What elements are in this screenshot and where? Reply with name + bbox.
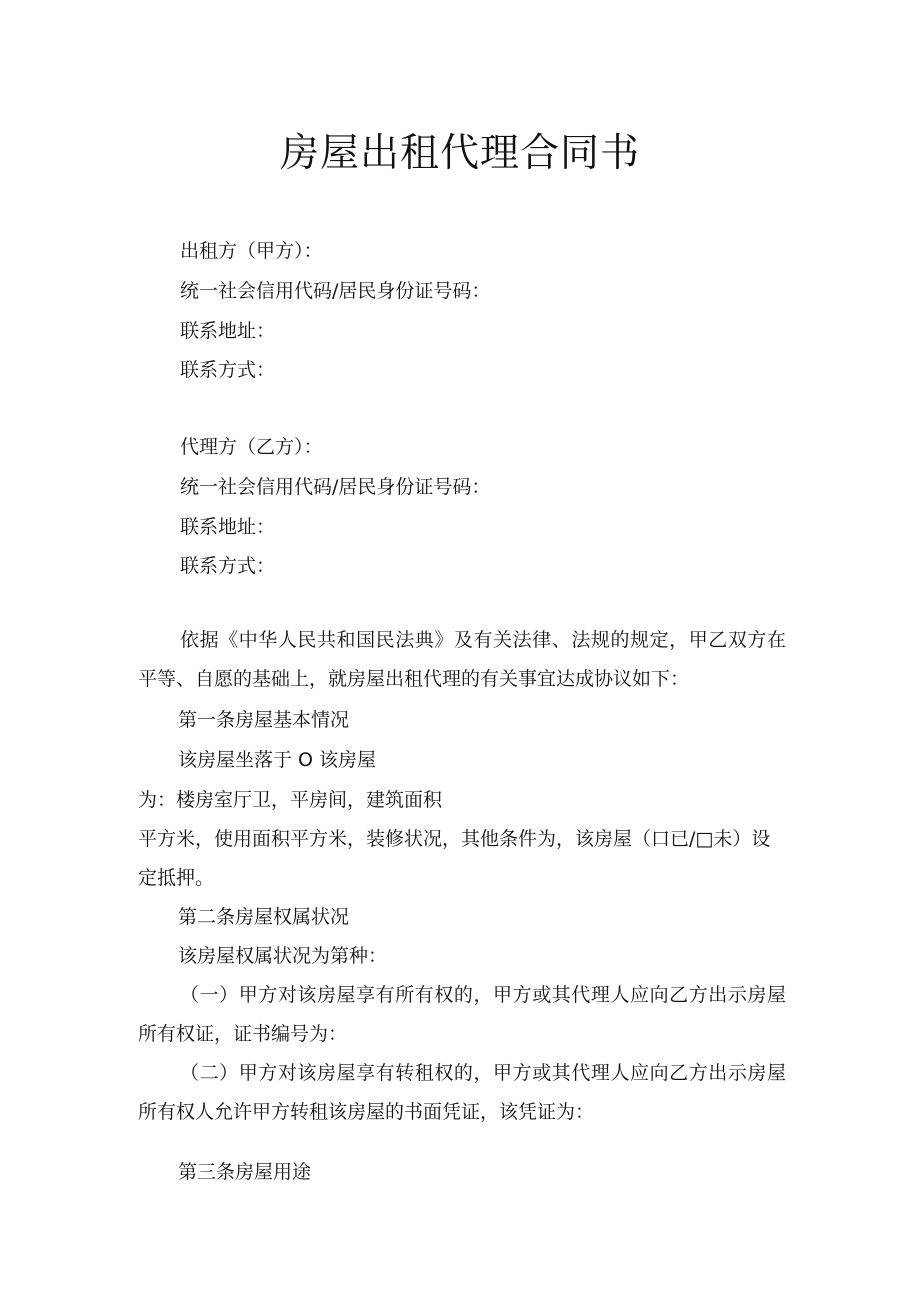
preamble-paragraph: 依据《中华人民共和国民法典》及有关法律、法规的规定，甲乙双方在平等、自愿的基础上，就房屋出租代理的有关事宜达成协议如下： xyxy=(138,629,786,690)
article3-heading: 第三条房屋用途 xyxy=(178,1161,312,1183)
party-b-address: 联系地址： xyxy=(180,516,276,538)
party-b-contact: 联系方式： xyxy=(180,555,276,577)
article1-line1: 该房屋坐落于 O 该房屋 xyxy=(178,749,377,771)
article1-line4: 定抵押。 xyxy=(138,867,215,889)
article2-item1: （一）甲方对该房屋享有所有权的，甲方或其代理人应向乙方出示房屋所有权证，证书编号为： xyxy=(138,984,786,1045)
party-a-credit-code: 统一社会信用代码/居民身份证号码： xyxy=(180,280,491,302)
party-a-address: 联系地址： xyxy=(180,320,276,342)
party-b-credit-code: 统一社会信用代码/居民身份证号码： xyxy=(180,476,491,498)
article2-heading: 第二条房屋权属状况 xyxy=(178,906,350,928)
article2-item2: （二）甲方对该房屋享有转租权的，甲方或其代理人应向乙方出示房屋所有权人允许甲方转租该房屋的书面凭证，该凭证为： xyxy=(138,1062,786,1123)
party-b-heading: 代理方（乙方）： xyxy=(180,436,323,458)
article1-line2: 为：楼房室厅卫，平房间，建筑面积 xyxy=(138,789,443,811)
party-a-heading: 出租方（甲方）： xyxy=(180,240,323,262)
party-a-contact: 联系方式： xyxy=(180,359,276,381)
article1-line3: 平方米，使用面积平方米，装修状况，其他条件为，该房屋（口已/□未）设 xyxy=(138,828,771,850)
article1-heading: 第一条房屋基本情况 xyxy=(178,709,350,731)
document-title: 房屋出租代理合同书 xyxy=(279,131,640,176)
article2-intro: 该房屋权属状况为第种： xyxy=(178,945,388,967)
